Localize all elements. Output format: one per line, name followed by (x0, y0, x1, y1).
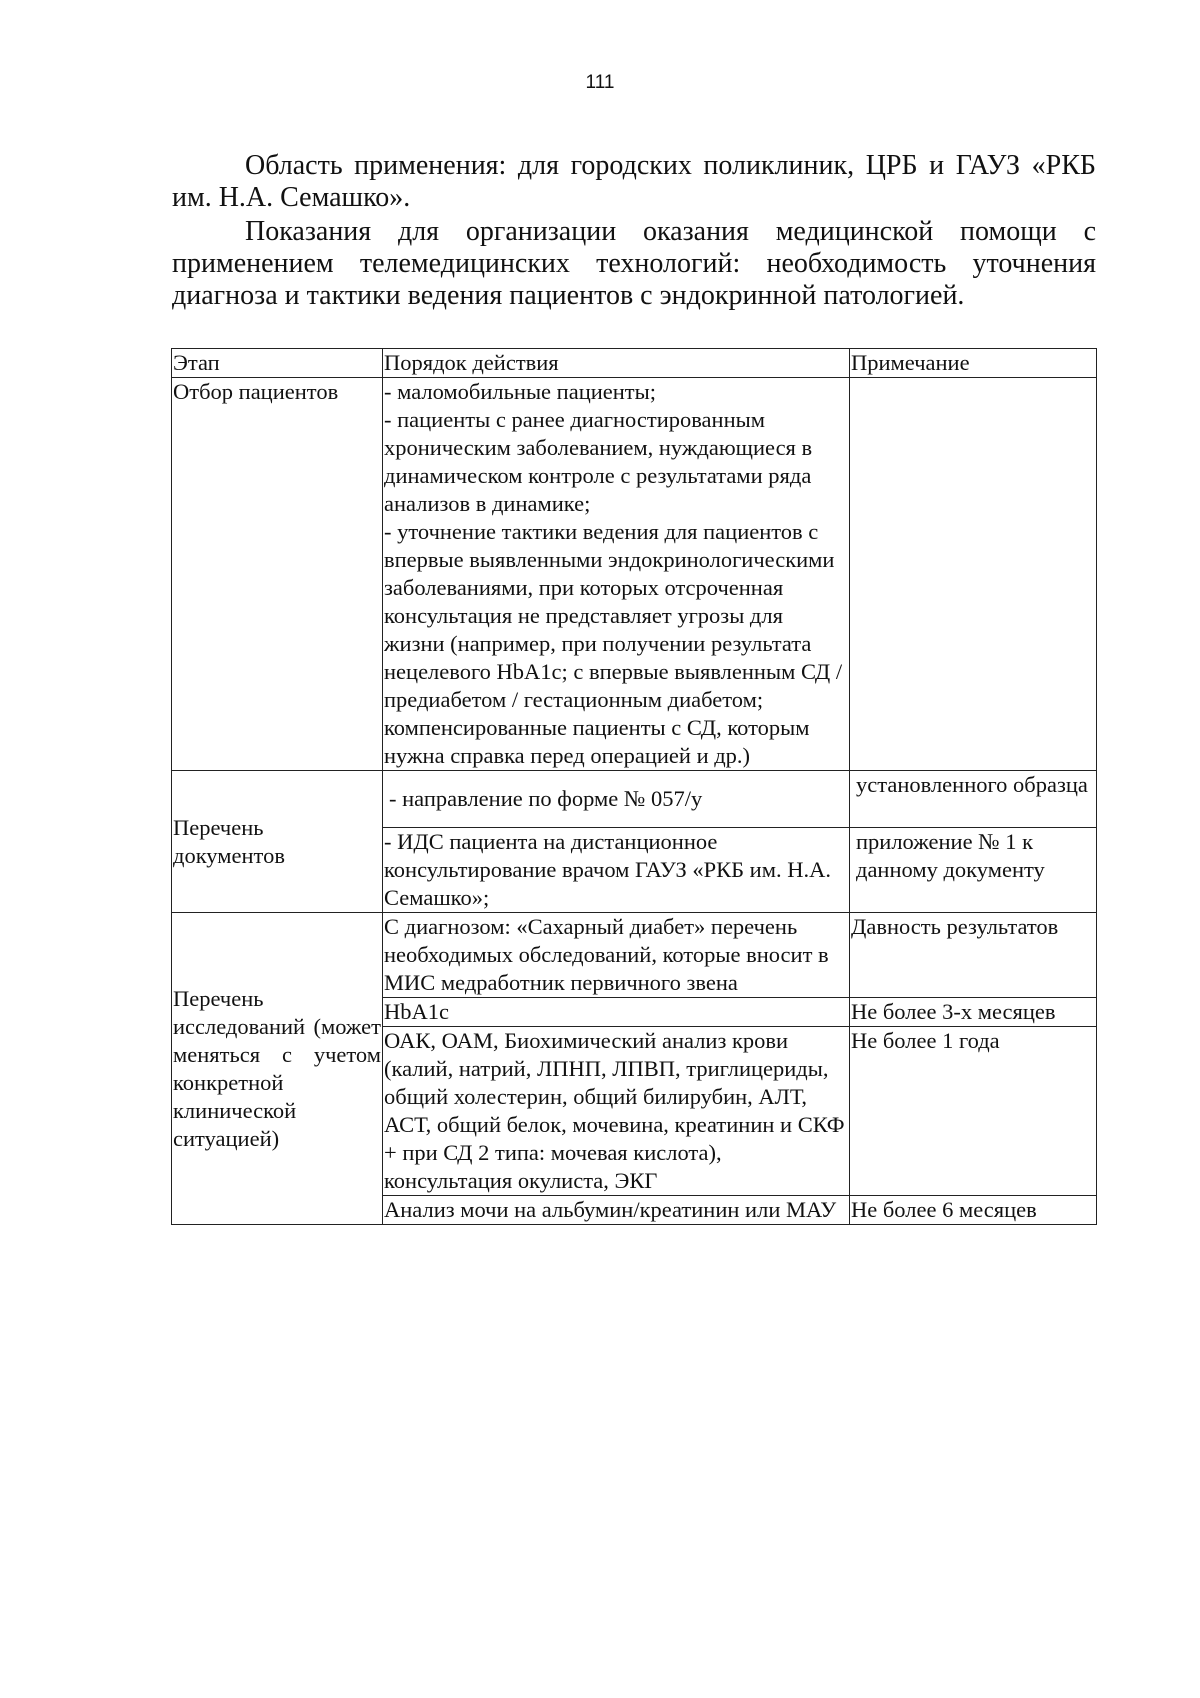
note-cell: установленного образца (850, 771, 1097, 828)
header-note: Примечание (850, 349, 1097, 378)
stage-cell: Перечень исследований (может меняться с учетом конкретной клинической ситуацией) (172, 913, 383, 1225)
scope-paragraph: Область применения: для городских поликлиник, ЦРБ и ГАУЗ «РКБ им. Н.А. Семашко». (172, 150, 1096, 213)
table-row-research (172, 913, 1097, 998)
table-row-selection (172, 378, 1097, 771)
action-cell: ОАК, ОАМ, Биохимический анализ крови (калий, натрий, ЛПНП, ЛПВП, триглицериды, общий холестерин, общий билирубин, АЛТ, АСТ, общий белок, мочевина, креатинин и СКФ + при СД 2 типа: мочевая кислота), консультация окулиста, ЭКГ (383, 1027, 850, 1196)
intro-text (172, 150, 1096, 312)
list-item: - уточнение тактики ведения для пациентов с впервые выявленными эндокринологическими заболеваниями, при которых отсроченная консультация не представляет угрозы для жизни (например, при получении результата нецелевого HbA1c; с впервые выявленным СД / предиабетом / гестационным диабетом; компенсированные пациенты с СД, которым нужна справка перед операцией и др.) (384, 519, 843, 768)
stage-cell: Перечень документов (172, 771, 383, 913)
table-row-documents (172, 771, 1097, 828)
note-cell: Не более 3-х месяцев (850, 998, 1097, 1027)
procedure-table (171, 348, 1097, 1225)
action-cell: С диагнозом: «Сахарный диабет» перечень необходимых обследований, которые вносит в МИС медработник первичного звена (383, 913, 850, 998)
list-item: - маломобильные пациенты; (384, 379, 657, 404)
note-cell: Не более 1 года (850, 1027, 1097, 1196)
note-cell: Давность результатов (850, 913, 1097, 998)
note-cell: приложение № 1 к данному документу (850, 828, 1097, 913)
page-number: 111 (585, 72, 615, 93)
indications-paragraph: Показания для организации оказания медицинской помощи с применением телемедицинских технологий: необходимость уточнения диагноза и тактики ведения пациентов с эндокринной патологией. (172, 216, 1096, 311)
action-cell: - ИДС пациента на дистанционное консультирование врачом ГАУЗ «РКБ им. Н.А. Семашко»; (383, 828, 850, 913)
action-cell: - направление по форме № 057/у (383, 771, 850, 828)
action-cell: Анализ мочи на альбумин/креатинин или МАУ (383, 1196, 850, 1225)
header-stage: Этап (172, 349, 383, 378)
action-cell (383, 378, 850, 771)
list-item: - пациенты с ранее диагностированным хроническим заболеванием, нуждающиеся в динамическом контроле с результатами ряда анализов в динамике; (384, 407, 813, 516)
stage-cell: Отбор пациентов (172, 378, 383, 771)
action-cell: HbA1c (383, 998, 850, 1027)
note-cell (850, 378, 1097, 771)
note-cell: Не более 6 месяцев (850, 1196, 1097, 1225)
table-header-row (172, 349, 1097, 378)
header-actions: Порядок действия (383, 349, 850, 378)
